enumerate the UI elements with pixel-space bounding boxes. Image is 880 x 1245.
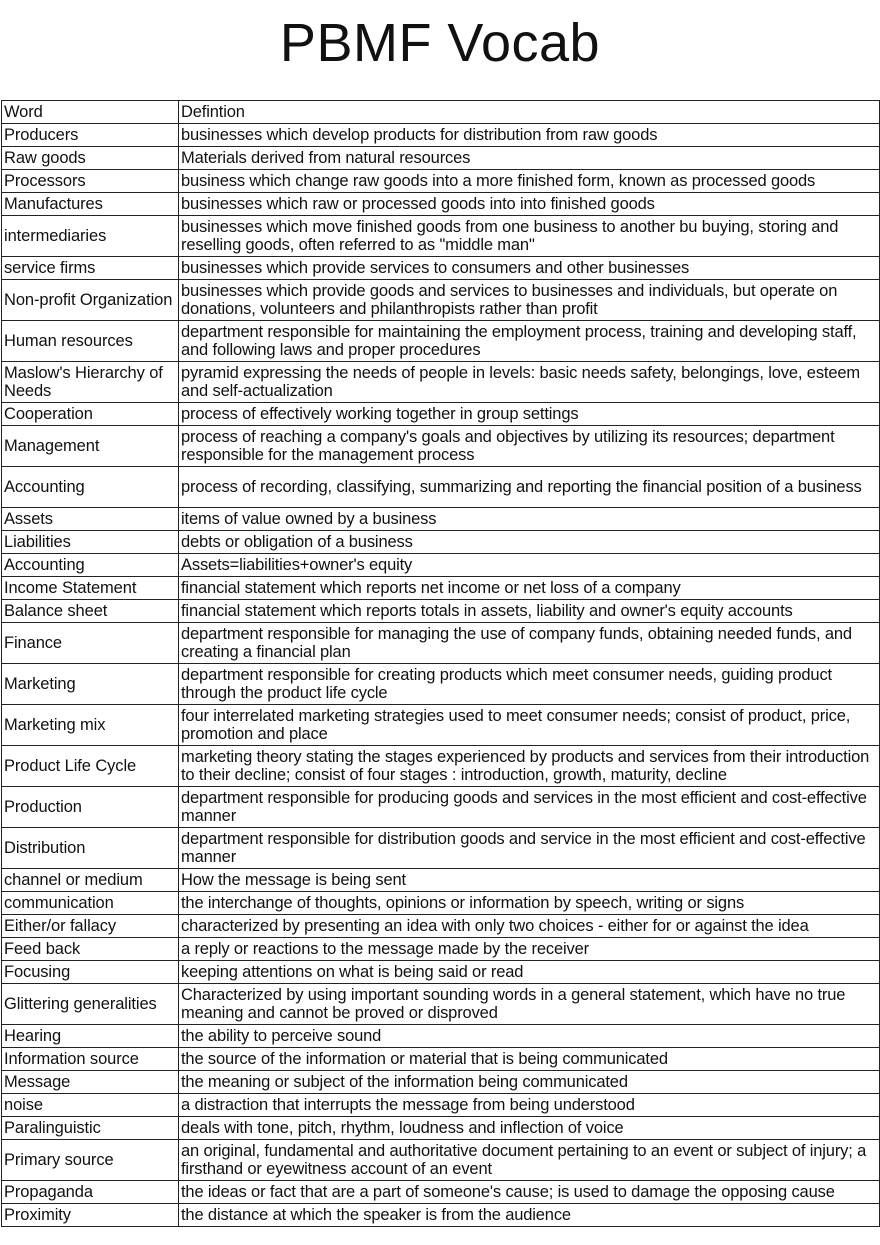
definition-cell: pyramid expressing the needs of people in levels: basic needs safety, belongings, love, esteem and self-actualization	[179, 362, 880, 403]
table-row	[2, 321, 880, 362]
definition-cell: businesses which provide services to consumers and other businesses	[179, 257, 880, 280]
table-row	[2, 1048, 880, 1071]
definition-cell: a distraction that interrupts the message from being understood	[179, 1094, 880, 1117]
table-row	[2, 467, 880, 508]
definition-cell: four interrelated marketing strategies used to meet consumer needs; consist of product, price, promotion and place	[179, 705, 880, 746]
table-row	[2, 508, 880, 531]
definition-cell: business which change raw goods into a more finished form, known as processed goods	[179, 170, 880, 193]
term-cell: Maslow's Hierarchy of Needs	[2, 362, 179, 403]
term-cell: Non-profit Organization	[2, 280, 179, 321]
table-row	[2, 170, 880, 193]
table-row	[2, 531, 880, 554]
definition-cell: process of recording, classifying, summarizing and reporting the financial position of a business	[179, 467, 880, 508]
table-row	[2, 1181, 880, 1204]
column-header-word: Word	[2, 101, 179, 124]
term-cell: Proximity	[2, 1204, 179, 1227]
page-title: PBMF Vocab	[279, 13, 601, 73]
definition-cell: characterized by presenting an idea with only two choices - either for or against the idea	[179, 915, 880, 938]
table-row	[2, 1117, 880, 1140]
table-row	[2, 577, 880, 600]
term-cell: Manufactures	[2, 193, 179, 216]
table-row	[2, 746, 880, 787]
definition-cell: an original, fundamental and authoritative document pertaining to an event or subject of injury; a firsthand or eyewitness account of an event	[179, 1140, 880, 1181]
table-row	[2, 915, 880, 938]
table-row	[2, 216, 880, 257]
table-row	[2, 1071, 880, 1094]
table-row	[2, 1094, 880, 1117]
term-cell: Glittering generalities	[2, 984, 179, 1025]
definition-cell: keeping attentions on what is being said or read	[179, 961, 880, 984]
definition-cell: How the message is being sent	[179, 869, 880, 892]
table-row	[2, 1025, 880, 1048]
term-cell: Hearing	[2, 1025, 179, 1048]
table-row	[2, 984, 880, 1025]
term-cell: Distribution	[2, 828, 179, 869]
definition-cell: businesses which raw or processed goods into into finished goods	[179, 193, 880, 216]
table-row	[2, 705, 880, 746]
term-cell: Raw goods	[2, 147, 179, 170]
term-cell: Income Statement	[2, 577, 179, 600]
term-cell: service firms	[2, 257, 179, 280]
term-cell: intermediaries	[2, 216, 179, 257]
definition-cell: department responsible for maintaining the employment process, training and developing staff, and following laws and proper procedures	[179, 321, 880, 362]
definition-cell: department responsible for distribution goods and service in the most efficient and cost-effective manner	[179, 828, 880, 869]
table-row	[2, 193, 880, 216]
term-cell: Assets	[2, 508, 179, 531]
term-cell: Marketing mix	[2, 705, 179, 746]
term-cell: Feed back	[2, 938, 179, 961]
definition-cell: Materials derived from natural resources	[179, 147, 880, 170]
term-cell: Producers	[2, 124, 179, 147]
term-cell: Accounting	[2, 467, 179, 508]
definition-cell: financial statement which reports totals in assets, liability and owner's equity accounts	[179, 600, 880, 623]
definition-cell: debts or obligation of a business	[179, 531, 880, 554]
term-cell: Management	[2, 426, 179, 467]
term-cell: Finance	[2, 623, 179, 664]
term-cell: Accounting	[2, 554, 179, 577]
term-cell: Either/or fallacy	[2, 915, 179, 938]
definition-cell: marketing theory stating the stages experienced by products and services from their introduction to their decline; consist of four stages : introduction, growth, maturity, decline	[179, 746, 880, 787]
term-cell: Paralinguistic	[2, 1117, 179, 1140]
column-header-definition: Defintion	[179, 101, 880, 124]
definition-cell: the meaning or subject of the information being communicated	[179, 1071, 880, 1094]
table-row	[2, 600, 880, 623]
term-cell: Marketing	[2, 664, 179, 705]
table-header-row	[2, 101, 880, 124]
table-row	[2, 554, 880, 577]
table-row	[2, 426, 880, 467]
term-cell: Cooperation	[2, 403, 179, 426]
definition-cell: the interchange of thoughts, opinions or information by speech, writing or signs	[179, 892, 880, 915]
table-row	[2, 961, 880, 984]
definition-cell: the ability to perceive sound	[179, 1025, 880, 1048]
term-cell: Message	[2, 1071, 179, 1094]
definition-cell: the ideas or fact that are a part of someone's cause; is used to damage the opposing cause	[179, 1181, 880, 1204]
table-row	[2, 623, 880, 664]
term-cell: communication	[2, 892, 179, 915]
term-cell: Primary source	[2, 1140, 179, 1181]
definition-cell: a reply or reactions to the message made by the receiver	[179, 938, 880, 961]
term-cell: Information source	[2, 1048, 179, 1071]
table-row	[2, 362, 880, 403]
table-row	[2, 828, 880, 869]
definition-cell: department responsible for managing the use of company funds, obtaining needed funds, and creating a financial plan	[179, 623, 880, 664]
table-row	[2, 124, 880, 147]
table-row	[2, 257, 880, 280]
term-cell: Liabilities	[2, 531, 179, 554]
table-row	[2, 892, 880, 915]
term-cell: noise	[2, 1094, 179, 1117]
table-row	[2, 403, 880, 426]
term-cell: Human resources	[2, 321, 179, 362]
definition-cell: businesses which provide goods and services to businesses and individuals, but operate on donations, volunteers and philanthropists rather than profit	[179, 280, 880, 321]
definition-cell: Characterized by using important sounding words in a general statement, which have no true meaning and cannot be proved or disproved	[179, 984, 880, 1025]
term-cell: Product Life Cycle	[2, 746, 179, 787]
table-row	[2, 1140, 880, 1181]
table-row	[2, 787, 880, 828]
term-cell: Processors	[2, 170, 179, 193]
term-cell: Propaganda	[2, 1181, 179, 1204]
table-row	[2, 664, 880, 705]
term-cell: Focusing	[2, 961, 179, 984]
definition-cell: the distance at which the speaker is from the audience	[179, 1204, 880, 1227]
definition-cell: businesses which develop products for distribution from raw goods	[179, 124, 880, 147]
definition-cell: financial statement which reports net income or net loss of a company	[179, 577, 880, 600]
table-row	[2, 147, 880, 170]
table-row	[2, 938, 880, 961]
definition-cell: the source of the information or material that is being communicated	[179, 1048, 880, 1071]
definition-cell: department responsible for producing goods and services in the most efficient and cost-effective manner	[179, 787, 880, 828]
table-row	[2, 1204, 880, 1227]
table-row	[2, 280, 880, 321]
definition-cell: businesses which move finished goods from one business to another bu buying, storing and reselling goods, often referred to as "middle man"	[179, 216, 880, 257]
definition-cell: department responsible for creating products which meet consumer needs, guiding product through the product life cycle	[179, 664, 880, 705]
definition-cell: process of reaching a company's goals and objectives by utilizing its resources; department responsible for the management process	[179, 426, 880, 467]
vocab-table	[1, 100, 880, 1227]
definition-cell: process of effectively working together in group settings	[179, 403, 880, 426]
term-cell: channel or medium	[2, 869, 179, 892]
table-row	[2, 869, 880, 892]
definition-cell: deals with tone, pitch, rhythm, loudness and inflection of voice	[179, 1117, 880, 1140]
term-cell: Balance sheet	[2, 600, 179, 623]
definition-cell: Assets=liabilities+owner's equity	[179, 554, 880, 577]
term-cell: Production	[2, 787, 179, 828]
definition-cell: items of value owned by a business	[179, 508, 880, 531]
